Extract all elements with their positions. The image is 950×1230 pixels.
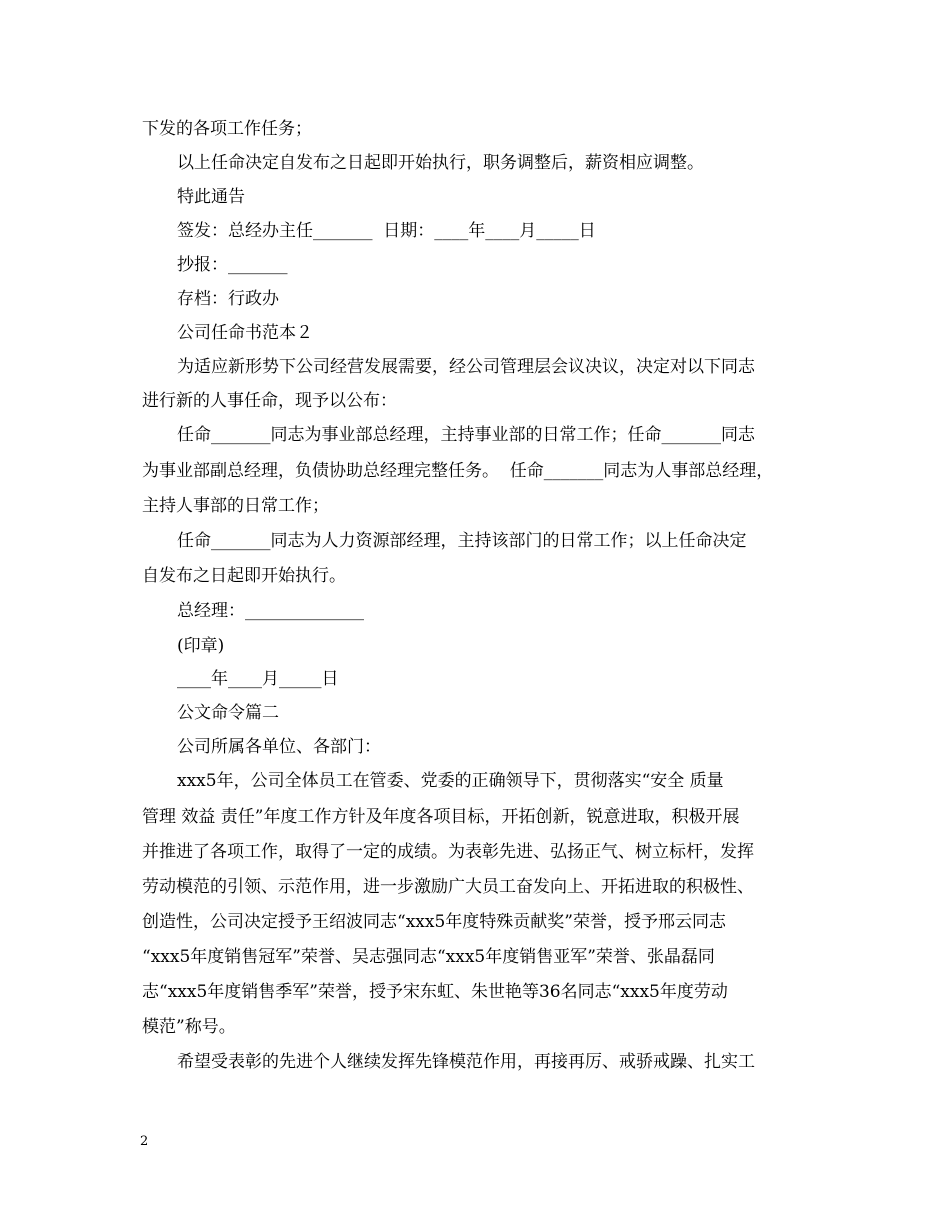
- text-line: 并推进了各项工作，取得了一定的成绩。为表彰先进、弘扬正气、树立标杆，发挥: [142, 842, 754, 862]
- text-line: 任命_______同志为人力资源部经理，主持该部门的日常工作；以上任命决定: [177, 531, 747, 551]
- text-line: 公司所属各单位、各部门：: [177, 737, 381, 757]
- text-line: 任命_______同志为事业部总经理，主持事业部的日常工作；任命_______同志: [177, 425, 755, 445]
- text-line: 为适应新形势下公司经营发展需要，经公司管理层会议决议，决定对以下同志: [177, 357, 755, 377]
- text-line: 劳动模范的引领、示范作用，进一步激励广大员工奋发向上、开拓进取的积极性、: [142, 877, 754, 897]
- text-line: (印章): [177, 636, 225, 656]
- text-line: 总经理：______________: [177, 601, 364, 621]
- text-line: 抄报：_______: [177, 255, 288, 275]
- text-line: 存档：行政办: [177, 289, 279, 309]
- date-line: ____年____月_____日: [177, 669, 339, 689]
- text-line: 以上任命决定自发布之日起即开始执行，职务调整后，薪资相应调整。: [177, 153, 704, 173]
- text-line: 主持人事部的日常工作；: [142, 496, 329, 516]
- text-line: 模范”称号。: [142, 1017, 236, 1037]
- text-line: “xxx5年度销售冠军”荣誉、吴志强同志“xxx5年度销售亚军”荣誉、张晶磊同: [142, 947, 715, 967]
- text-line: 下发的各项工作任务；: [142, 119, 312, 139]
- signature-line: 签发：总经办主任_______ 日期：____年____月_____日: [177, 221, 596, 241]
- section-heading: 公司任命书范本２: [177, 323, 313, 343]
- text-line: 为事业部副总经理，负债协助总经理完整任务。 任命_______同志为人事部总经理，: [142, 461, 774, 481]
- text-line: 管理 效益 责任”年度工作方针及年度各项目标，开拓创新，锐意进取，积极开展: [142, 807, 740, 827]
- page-number: 2: [140, 1134, 149, 1149]
- text-line: 特此通告: [177, 187, 245, 207]
- text-line: 进行新的人事任命，现予以公布：: [142, 391, 397, 411]
- text-line: 志“xxx5年度销售季军”荣誉，授予宋东虹、朱世艳等36名同志“xxx5年度劳动: [142, 982, 728, 1002]
- text-line: 自发布之日起即开始执行。: [142, 566, 346, 586]
- text-line: 创造性，公司决定授予王绍波同志“xxx5年度特殊贡献奖”荣誉，授予邢云同志: [142, 912, 726, 932]
- section-heading: 公文命令篇二: [177, 703, 279, 723]
- text-line: 希望受表彰的先进个人继续发挥先锋模范作用，再接再厉、戒骄戒躁、扎实工: [177, 1052, 755, 1072]
- text-line: xxx5年，公司全体员工在管委、党委的正确领导下，贯彻落实“安全 质量: [177, 771, 724, 791]
